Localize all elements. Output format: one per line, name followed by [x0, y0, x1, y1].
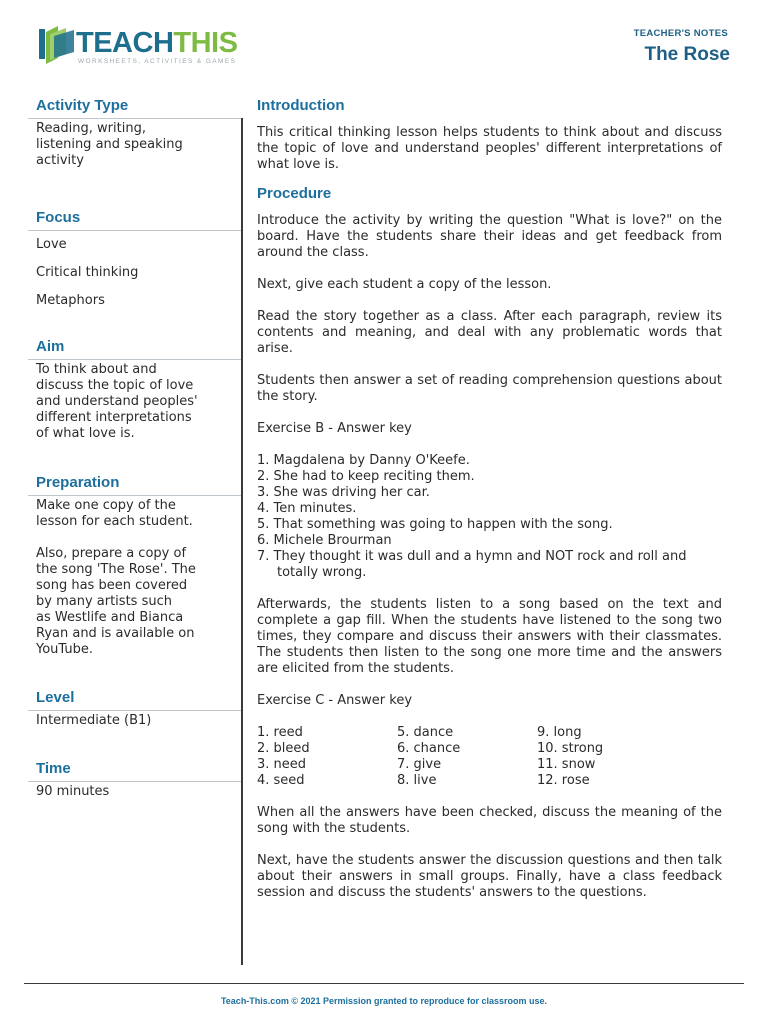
- footer-copyright: Teach-This.com © 2021 Permission granted to reproduce for classroom use.: [220, 996, 548, 1006]
- list-item: 7. give: [397, 757, 442, 772]
- list-item: 5. dance: [397, 725, 454, 740]
- level-heading: Level: [28, 684, 242, 711]
- procedure-paragraph: Read the story together as a class. After each paragraph, review its contents and meaning, and deal with any problematic words that arise.: [257, 309, 722, 356]
- list-item: 1. Magdalena by Danny O'Keefe.: [257, 453, 470, 468]
- preparation-line: Also, prepare a copy of: [36, 546, 187, 561]
- activity-type-heading: Activity Type: [28, 92, 242, 119]
- sidebar: [28, 92, 242, 800]
- main-content: [257, 92, 722, 901]
- list-item: 6. Michele Brourman: [257, 533, 392, 548]
- time-text: [28, 782, 242, 800]
- aim-line: To think about and: [36, 362, 157, 377]
- procedure-paragraph: When all the answers have been checked, discuss the meaning of the song with the students.: [257, 805, 722, 836]
- preparation-line: song has been covered: [36, 578, 188, 593]
- preparation-line: the song 'The Rose'. The: [36, 562, 196, 577]
- list-item: 7. They thought it was dull and a hymn and NOT rock and roll and totally wrong.: [257, 549, 687, 580]
- list-item: 3. need: [257, 757, 307, 772]
- exercise-b-title: Exercise B - Answer key: [257, 421, 412, 436]
- preparation-line: lesson for each student.: [36, 514, 193, 529]
- list-item: 9. long: [537, 725, 582, 740]
- preparation-line: by many artists such: [36, 594, 172, 609]
- list-item: 2. bleed: [257, 741, 310, 756]
- focus-item: Metaphors: [36, 293, 105, 308]
- activity-type-line: listening and speaking: [36, 137, 183, 152]
- list-item: 4. Ten minutes.: [257, 501, 357, 516]
- focus-item: Critical thinking: [36, 265, 139, 280]
- preparation-line: YouTube.: [36, 642, 93, 657]
- preparation-line: Ryan and is available on: [36, 626, 195, 641]
- preparation-heading: Preparation: [28, 469, 242, 496]
- time-heading: Time: [28, 755, 242, 782]
- list-item: 11. snow: [537, 757, 596, 772]
- page-header: [0, 0, 768, 90]
- logo-this: THIS: [173, 27, 238, 59]
- teachers-notes-label: TEACHER'S NOTES: [633, 28, 728, 39]
- list-item: 10. strong: [537, 741, 604, 756]
- teach-this-logo: [36, 24, 236, 72]
- time-value: 90 minutes: [36, 784, 110, 799]
- exercise-c-title: Exercise C - Answer key: [257, 693, 413, 708]
- procedure-paragraph: Students then answer a set of reading comprehension questions about the story.: [257, 373, 722, 404]
- document-title: The Rose: [644, 44, 730, 65]
- focus-item: Love: [36, 237, 67, 252]
- aim-line: and understand peoples': [36, 394, 198, 409]
- activity-type-text: [28, 119, 242, 204]
- list-item: 4. seed: [257, 773, 305, 788]
- aim-line: of what love is.: [36, 426, 135, 441]
- list-item: 3. She was driving her car.: [257, 485, 430, 500]
- aim-line: different interpretations: [36, 410, 192, 425]
- list-item: 1. reed: [257, 725, 303, 740]
- focus-heading: Focus: [28, 204, 242, 231]
- procedure-heading: Procedure: [257, 185, 332, 202]
- preparation-text: [28, 496, 242, 684]
- activity-type-line: Reading, writing,: [36, 121, 146, 136]
- logo-wordmark: [76, 26, 237, 60]
- level-text: [28, 711, 242, 755]
- level-value: Intermediate (B1): [36, 713, 152, 728]
- exercise-c-answer-grid: [257, 725, 722, 789]
- list-item: 5. That something was going to happen with the song.: [257, 517, 613, 532]
- list-item: 8. live: [397, 773, 437, 788]
- preparation-line: Make one copy of the: [36, 498, 176, 513]
- list-item: 12. rose: [537, 773, 590, 788]
- aim-line: discuss the topic of love: [36, 378, 194, 393]
- introduction-text: This critical thinking lesson helps students to think about and discuss the topic of love and understand peoples' different interpretations of what love is.: [257, 125, 722, 172]
- exercise-b-answer-list: [257, 453, 722, 581]
- logo-teach: TEACH: [76, 27, 174, 59]
- introduction-heading: Introduction: [257, 97, 345, 114]
- procedure-paragraph: Introduce the activity by writing the question "What is love?" on the board. Have the students share their ideas and get feedback from around the class.: [257, 213, 722, 260]
- logo-tagline: WORKSHEETS, ACTIVITIES & GAMES: [78, 58, 237, 65]
- aim-text: [28, 360, 242, 469]
- footer-divider: [24, 983, 744, 984]
- focus-list: [28, 231, 242, 333]
- list-item: 6. chance: [397, 741, 461, 756]
- procedure-paragraph: Next, have the students answer the discussion questions and then talk about their answers in small groups. Finally, have a class feedback session and discuss the students' answers to the questions.: [257, 853, 722, 900]
- procedure-paragraph: Afterwards, the students listen to a song based on the text and complete a gap fill. When the students have listened to the song two times, they compare and discuss their answers with their classmates. The students then listen to the song one more time and the answers are elicited from the students.: [257, 597, 722, 676]
- list-item: 2. She had to keep reciting them.: [257, 469, 475, 484]
- book-icon: [36, 24, 76, 64]
- activity-type-line: activity: [36, 153, 84, 168]
- preparation-line: as Westlife and Bianca: [36, 610, 184, 625]
- aim-heading: Aim: [28, 333, 242, 360]
- column-divider: [241, 118, 243, 965]
- procedure-paragraph: Next, give each student a copy of the lesson.: [257, 277, 552, 292]
